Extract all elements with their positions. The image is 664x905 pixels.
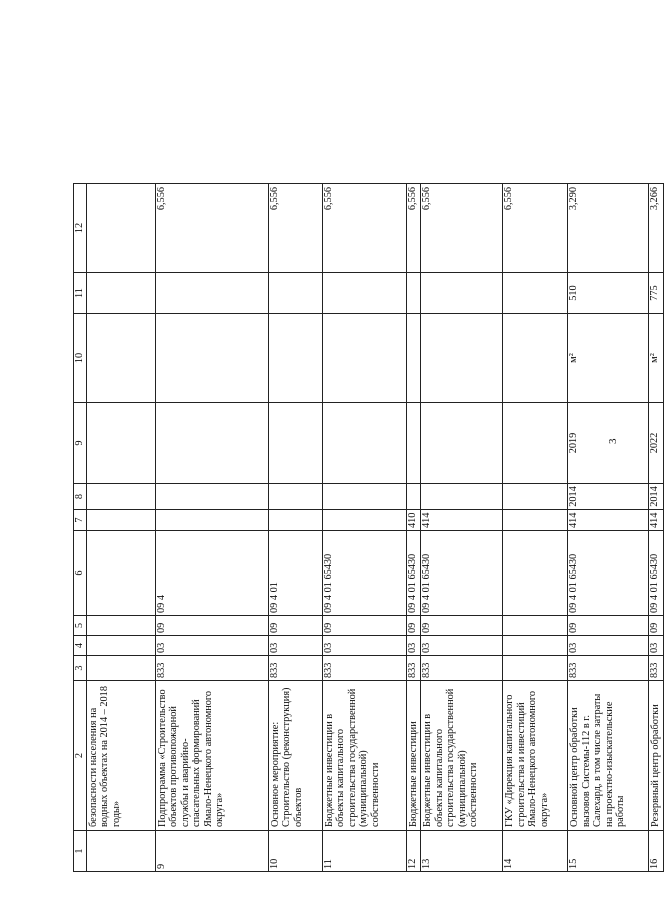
table-cell: 09	[568, 616, 649, 636]
table-row	[269, 184, 323, 872]
table-cell: 09	[421, 616, 503, 636]
row-number: 16	[649, 831, 663, 872]
table-cell: 6,556	[407, 184, 421, 273]
table-row	[421, 184, 503, 872]
row-name: Бюджетные инвестиции в объекты капитального строительства государственной (муниципальной) собственности	[421, 681, 503, 831]
table-cell	[503, 403, 568, 484]
table-cell: 833	[421, 656, 503, 681]
table-row	[568, 184, 649, 872]
table-row	[87, 184, 156, 872]
table-row	[503, 184, 568, 872]
table-cell: 03	[269, 636, 323, 656]
table-cell	[87, 403, 156, 484]
table-cell: 09	[156, 616, 269, 636]
table-cell	[323, 510, 407, 531]
table-cell	[87, 484, 156, 510]
row-number: 10	[269, 831, 323, 872]
table-cell	[87, 314, 156, 403]
table-cell: 3,266	[649, 184, 663, 273]
table-cell: 2014	[649, 484, 663, 510]
table-row	[407, 184, 421, 872]
table-cell	[156, 273, 269, 314]
table-cell: 03	[323, 636, 407, 656]
table-cell	[156, 314, 269, 403]
row-name: ГКУ «Дирекция капитального строительства и инвестиций Ямало-Ненецкого автономного округа»	[503, 681, 568, 831]
column-header: 3	[74, 656, 87, 681]
table-cell: м²	[568, 314, 649, 403]
table-cell: 09 4	[156, 531, 269, 616]
table-cell: 09 4 01 65430	[568, 531, 649, 616]
column-header: 1	[74, 831, 87, 872]
table-cell	[87, 510, 156, 531]
table-cell: 6,556	[503, 184, 568, 273]
column-header: 11	[74, 273, 87, 314]
table-cell: 833	[156, 656, 269, 681]
column-header: 5	[74, 616, 87, 636]
row-number: 15	[568, 831, 649, 872]
table-cell	[421, 484, 503, 510]
column-header: 9	[74, 403, 87, 484]
row-number: 12	[407, 831, 421, 872]
table-cell: 833	[323, 656, 407, 681]
row-number: 9	[156, 831, 269, 872]
table-cell: 414	[649, 510, 663, 531]
table-cell: 03	[421, 636, 503, 656]
table-cell: 410	[407, 510, 421, 531]
table-cell	[87, 531, 156, 616]
table-cell: 09	[269, 616, 323, 636]
table-cell: 2022	[649, 403, 663, 484]
table-cell: 09 4 01 65430	[649, 531, 663, 616]
table-cell	[269, 484, 323, 510]
table-cell	[407, 484, 421, 510]
table-cell: 09	[407, 616, 421, 636]
column-header: 4	[74, 636, 87, 656]
table-cell	[503, 510, 568, 531]
table-cell	[87, 656, 156, 681]
table-cell	[87, 636, 156, 656]
column-header: 8	[74, 484, 87, 510]
row-name: Бюджетные инвестиции	[407, 681, 421, 831]
table-cell: 6,556	[323, 184, 407, 273]
table-cell: 833	[568, 656, 649, 681]
column-header: 2	[74, 681, 87, 831]
table-cell	[503, 616, 568, 636]
table-cell	[156, 403, 269, 484]
row-name: Бюджетные инвестиции в объекты капитального строительства государственной (муниципальной) собственности	[323, 681, 407, 831]
table-cell: 414	[568, 510, 649, 531]
table-cell: 03	[568, 636, 649, 656]
table-cell: 03	[407, 636, 421, 656]
column-header: 6	[74, 531, 87, 616]
table-cell	[323, 314, 407, 403]
table-cell	[407, 403, 421, 484]
table-cell: 414	[421, 510, 503, 531]
table-cell	[269, 510, 323, 531]
table-cell	[503, 531, 568, 616]
table-cell: 833	[269, 656, 323, 681]
table-cell: 03	[649, 636, 663, 656]
table-cell	[87, 184, 156, 273]
table-cell	[503, 273, 568, 314]
table-cell	[407, 273, 421, 314]
row-number: 11	[323, 831, 407, 872]
table-cell	[421, 273, 503, 314]
table-cell	[156, 484, 269, 510]
table-cell: 833	[407, 656, 421, 681]
table-cell: 03	[156, 636, 269, 656]
table-cell	[421, 314, 503, 403]
row-name: Резервный центр обработки	[649, 681, 663, 831]
budget-table	[73, 183, 664, 872]
table-cell	[269, 403, 323, 484]
table-cell	[421, 403, 503, 484]
table-cell	[156, 510, 269, 531]
table-cell	[323, 273, 407, 314]
table-cell: 2014	[568, 484, 649, 510]
row-name: Основной центр обработки вызовов Системы-112 в г. Салехард, в том числе затраты на проектно-изыскательские работы	[568, 681, 649, 831]
table-cell: м²	[649, 314, 663, 403]
row-name: безопасности населения на водных объектах на 2014 – 2018 годы»	[87, 681, 156, 831]
page-number: 3	[607, 438, 619, 444]
table-cell: 09 4 01 65430	[323, 531, 407, 616]
table-cell: 6,556	[269, 184, 323, 273]
table-cell: 833	[649, 656, 663, 681]
row-number: 14	[503, 831, 568, 872]
table-cell: 2019	[568, 403, 649, 484]
table-cell: 09 4 01 65430	[407, 531, 421, 616]
table-cell: 6,556	[156, 184, 269, 273]
table-cell: 09	[649, 616, 663, 636]
table-cell	[323, 484, 407, 510]
table-cell	[503, 636, 568, 656]
table-row	[323, 184, 407, 872]
row-name: Подпрограмма «Строительство объектов противопожарной службы и аварийно-спасательных формирований Ямало-Ненецкого автономного округа»	[156, 681, 269, 831]
row-name: Основное мероприятие: Строительство (реконструкция) объектов	[269, 681, 323, 831]
table-cell	[87, 616, 156, 636]
column-header: 7	[74, 510, 87, 531]
row-number	[87, 831, 156, 872]
table-cell: 775	[649, 273, 663, 314]
table-cell	[323, 403, 407, 484]
table-cell: 6,556	[421, 184, 503, 273]
table-cell	[503, 656, 568, 681]
table-cell	[503, 314, 568, 403]
table-cell	[503, 484, 568, 510]
table-cell: 09 4 01 65430	[421, 531, 503, 616]
table-cell	[87, 273, 156, 314]
table-cell: 09	[323, 616, 407, 636]
table-cell: 3,290	[568, 184, 649, 273]
table-header-row	[74, 184, 87, 872]
column-header: 12	[74, 184, 87, 273]
table-cell	[407, 314, 421, 403]
table-row	[156, 184, 269, 872]
table-row	[649, 184, 663, 872]
table-cell: 09 4 01	[269, 531, 323, 616]
table-cell	[269, 273, 323, 314]
table-cell: 510	[568, 273, 649, 314]
row-number: 13	[421, 831, 503, 872]
table-cell	[269, 314, 323, 403]
column-header: 10	[74, 314, 87, 403]
